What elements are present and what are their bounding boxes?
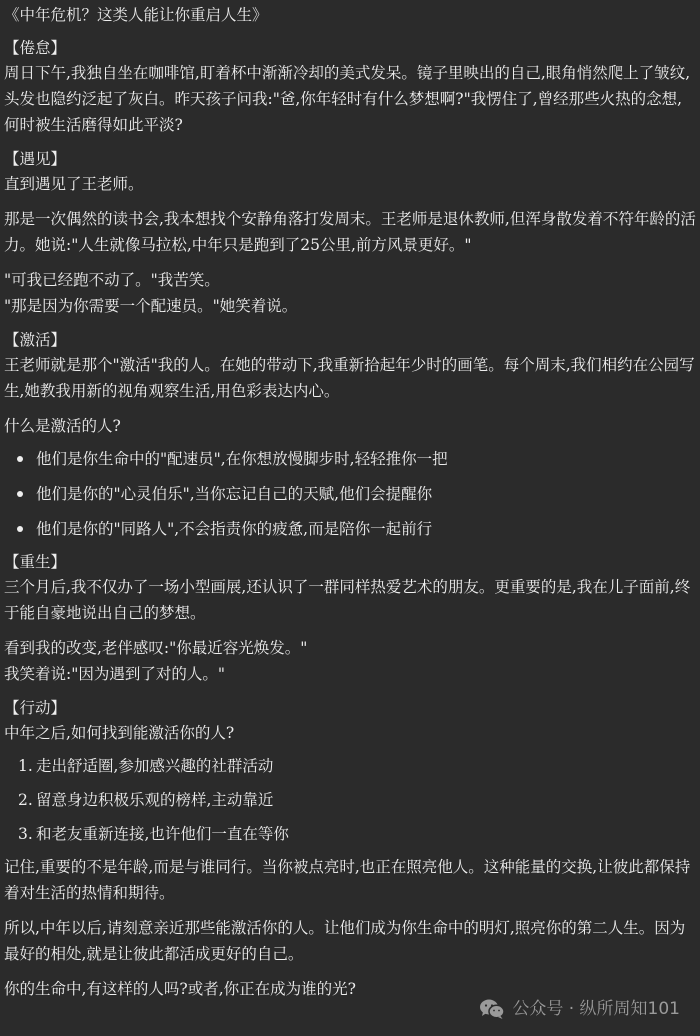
list-item-text: 留意身边积极乐观的榜样,主动靠近: [36, 791, 274, 809]
dialogue-line: "那是因为你需要一个配速员。"她笑着说。: [4, 297, 298, 315]
paragraph: 三个月后,我不仅办了一场小型画展,还认识了一群同样热爱艺术的朋友。更重要的是,我在儿子面前,终于能自豪地说出自己的梦想。: [4, 578, 691, 622]
article: [4, 0, 696, 1002]
paragraph: 什么是激活的人?: [4, 417, 121, 435]
dialogue-line: 我笑着说:"因为遇到了对的人。": [4, 665, 225, 683]
list-item-text: 他们是你的"同路人",不会指责你的疲惫,而是陪你一起前行: [36, 520, 433, 538]
list-item: [4, 480, 696, 515]
paragraph: 王老师就是那个"激活"我的人。在她的带动下,我重新拾起年少时的画笔。每个周末,我们相约在公园写生,她教我用新的视角观察生活,用色彩表达内心。: [4, 356, 695, 400]
list-item-text: 他们是你生命中的"配速员",在你想放慢脚步时,轻轻推你一把: [36, 450, 448, 468]
list-item: 3. 和老友重新连接,也许他们一直在等你: [18, 825, 289, 843]
bullet-dot-icon: [17, 491, 23, 497]
list-item: [4, 515, 696, 550]
list-item: 1. 走出舒适圈,参加感兴趣的社群活动: [18, 757, 274, 775]
bullet-dot-icon: [17, 526, 23, 532]
dialogue-line: "可我已经跑不动了。"我苦笑。: [4, 271, 220, 289]
paragraph: 直到遇见了王老师。: [4, 175, 144, 193]
watermark-text: 公众号 · 纵所周知101: [512, 999, 680, 1019]
section-heading-rebirth: 【重生】: [4, 553, 67, 571]
paragraph: 周日下午,我独自坐在咖啡馆,盯着杯中渐渐冷却的美式发呆。镜子里映出的自己,眼角悄然爬上了皱纹,头发也隐约泛起了灰白。昨天孩子问我:"爸,你年轻时有什么梦想啊?"我愣住了,曾经那些火热的念想,何时被生活磨得如此平淡?: [4, 64, 691, 134]
closing-question: 你的生命中,有这样的人吗?或者,你正在成为谁的光?: [4, 980, 356, 998]
list-item: 2. 留意身边积极乐观的榜样,主动靠近: [18, 791, 274, 809]
section-heading-activation: 【激活】: [4, 331, 67, 349]
dialogue-line: 看到我的改变,老伴感叹:"你最近容光焕发。": [4, 639, 308, 657]
paragraph: 那是一次偶然的读书会,我本想找个安静角落打发周末。王老师是退休教师,但浑身散发着不符年龄的活力。她说:"人生就像马拉松,中年只是跑到了25公里,前方风景更好。": [4, 210, 696, 254]
paragraph: 记住,重要的不是年龄,而是与谁同行。当你被点亮时,也正在照亮他人。这种能量的交换,让彼此都保持着对生活的热情和期待。: [4, 858, 691, 902]
list-item-text: 走出舒适圈,参加感兴趣的社群活动: [36, 757, 274, 775]
list-item-text: 他们是你的"心灵伯乐",当你忘记自己的天赋,他们会提醒你: [36, 485, 433, 503]
section-heading-burnout: 【倦怠】: [4, 39, 67, 57]
paragraph: 中年之后,如何找到能激活你的人?: [4, 724, 235, 742]
list-item: [4, 445, 696, 480]
section-heading-encounter: 【遇见】: [4, 150, 67, 168]
watermark: [478, 996, 680, 1022]
bullet-dot-icon: [17, 456, 23, 462]
paragraph: 所以,中年以后,请刻意亲近那些能激活你的人。让他们成为你生命中的明灯,照亮你的第二人生。因为最好的相处,就是让彼此都活成更好的自己。: [4, 919, 686, 963]
bullet-list: [4, 445, 696, 550]
list-item-text: 和老友重新连接,也许他们一直在等你: [36, 825, 289, 843]
numbered-list: [4, 752, 696, 854]
section-heading-action: 【行动】: [4, 699, 67, 717]
article-title: 《中年危机？这类人能让你重启人生》: [4, 6, 268, 24]
wechat-icon: [478, 998, 506, 1020]
